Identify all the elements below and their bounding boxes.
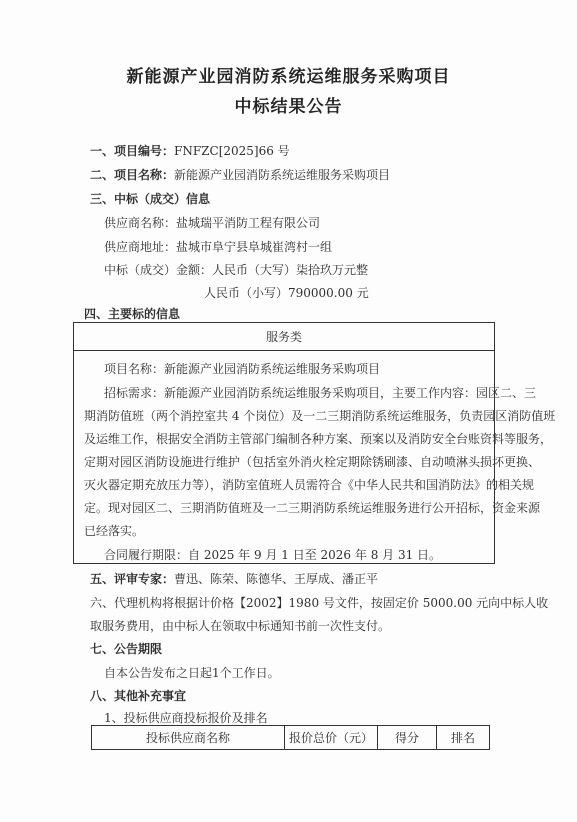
section-other-matters: 八、其他补充事宜 — [90, 689, 187, 703]
supplier-address-value: 盐城市阜宁县阜城崔湾村一组 — [176, 240, 333, 254]
project-name-value: 新能源产业园消防系统运维服务采购项目 — [174, 168, 391, 182]
review-experts-value: 曹迅、陈荣、陈德华、王厚成、潘正平 — [174, 572, 379, 586]
project-name-row — [90, 166, 390, 183]
project-number-value: FNFZC[2025]66 号 — [174, 144, 290, 158]
section-winning-bid-info: 三、中标（成交）信息 — [90, 192, 211, 206]
agency-fee-line-1: 六、代理机构将根据计价格【2002】1980 号文件，按固定价 5000.00 元向中标人收 — [90, 596, 549, 610]
agency-fee-line-2: 取服务费用，由中标人在领取中标通知书前一次性支付。 — [90, 619, 391, 633]
section-announcement-period: 七、公告期限 — [90, 642, 163, 656]
supplier-address-label: 供应商地址： — [104, 240, 177, 254]
requirements-line-1: 招标需求：新能源产业园消防系统运维服务采购项目，主要工作内容：园区二、三 — [104, 386, 537, 400]
box-project-name-value: 新能源产业园消防系统运维服务采购项目 — [164, 362, 381, 376]
supplier-address-row — [104, 238, 332, 255]
supplier-name-row — [104, 214, 320, 231]
document-subtitle: 中标结果公告 — [234, 97, 343, 117]
requirements-line-6: 定。现对园区二、三期消防值班及一二三期消防系统运维服务进行公开招标，资金来源 — [84, 501, 541, 515]
requirements-line-7: 已经落实。 — [84, 524, 145, 538]
col-supplier-name: 投标供应商名称 — [92, 726, 285, 750]
requirements-line-3: 及运维工作，根据安全消防主管部门编制各种方案、预案以及消防安全台账资料等服务， — [84, 432, 553, 446]
table-header-row — [92, 726, 490, 750]
supplier-name-label: 供应商名称： — [104, 216, 177, 230]
document-title: 新能源产业园消防系统运维服务采购项目 — [126, 67, 451, 87]
col-score: 得分 — [378, 726, 437, 750]
review-experts-row — [90, 570, 378, 587]
contract-period-label: 合同履行期限： — [104, 548, 189, 562]
box-project-name-row — [104, 360, 380, 377]
amount-lowercase-row: 人民币（小写）790000.00 元 — [204, 286, 369, 300]
project-name-label: 二、项目名称： — [90, 168, 175, 182]
amount-label: 中标（成交）金额： — [104, 263, 213, 277]
review-experts-label: 五、评审专家： — [90, 572, 175, 586]
project-number-row — [90, 142, 290, 159]
requirements-line-4: 定期对园区消防设施进行维护（包括室外消火栓定期除锈刷漆、自动喷淋头损坏更换、 — [84, 455, 541, 469]
contract-period-row — [104, 546, 441, 563]
col-rank: 排名 — [437, 726, 490, 750]
supplier-name-value: 盐城瑞平消防工程有限公司 — [176, 216, 321, 230]
project-number-label: 一、项目编号： — [90, 144, 175, 158]
announcement-period-text: 自本公告发布之日起1个工作日。 — [104, 666, 280, 680]
bid-ranking-table — [91, 725, 490, 750]
box-project-name-label: 项目名称： — [104, 362, 165, 376]
requirements-line-2: 期消防值班（两个消控室共 4 个岗位）及一二三期消防系统运维服务，负责园区消防值班 — [84, 409, 556, 423]
contract-period-value: 自 2025 年 9 月 1 日至 2026 年 8 月 31 日。 — [188, 548, 442, 562]
section-main-bid-info: 四、主要标的信息 — [84, 307, 181, 321]
col-bid-price: 报价总价（元） — [285, 726, 378, 750]
amount-uppercase-row — [104, 261, 368, 278]
bid-price-ranking-caption: 1、投标供应商投标报价及排名 — [104, 711, 268, 725]
service-category-header: 服务类 — [74, 323, 494, 351]
requirements-line-5: 灭火器定期充放压力等），消防室值班人员需符合《中华人民共和国消防法》的相关规 — [84, 478, 535, 492]
amount-uppercase-value: 人民币（大写）柒拾玖万元整 — [212, 263, 369, 277]
